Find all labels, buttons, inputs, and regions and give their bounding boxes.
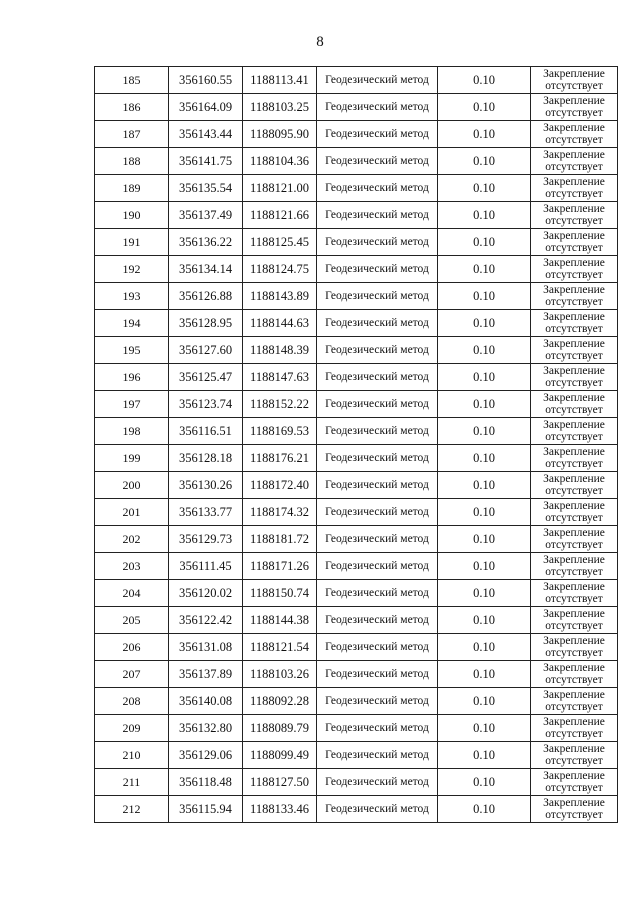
method-cell: Геодезический метод [317,256,438,283]
fixation-note-cell [531,121,618,148]
point-number-cell: 199 [95,445,169,472]
fixation-note-cell [531,472,618,499]
x-coordinate-cell: 356164.09 [169,94,243,121]
fixation-note-cell [531,229,618,256]
point-number-cell: 204 [95,580,169,607]
fixation-note-line: Закрепление [543,527,605,539]
method-cell: Геодезический метод [317,661,438,688]
fixation-note-line: Закрепление [543,68,605,80]
table-row [95,148,618,175]
fixation-note-line: отсутствует [545,350,603,362]
table-row [95,310,618,337]
x-coordinate-cell: 356129.73 [169,526,243,553]
y-coordinate-cell: 1188127.50 [243,769,317,796]
x-coordinate-cell: 356136.22 [169,229,243,256]
fixation-note-line: Закрепление [543,473,605,485]
x-coordinate-cell: 356125.47 [169,364,243,391]
table-row [95,742,618,769]
fixation-note-cell [531,553,618,580]
method-cell: Геодезический метод [317,472,438,499]
fixation-note-line: Закрепление [543,554,605,566]
fixation-note-line: Закрепление [543,149,605,161]
y-coordinate-cell: 1188104.36 [243,148,317,175]
y-coordinate-cell: 1188174.32 [243,499,317,526]
y-coordinate-cell: 1188133.46 [243,796,317,823]
table-row [95,391,618,418]
fixation-note-line: Закрепление [543,608,605,620]
method-cell: Геодезический метод [317,148,438,175]
method-cell: Геодезический метод [317,553,438,580]
point-number-cell: 206 [95,634,169,661]
fixation-note-line: Закрепление [543,770,605,782]
fixation-note-cell [531,175,618,202]
accuracy-cell: 0.10 [438,364,531,391]
method-cell: Геодезический метод [317,688,438,715]
accuracy-cell: 0.10 [438,580,531,607]
x-coordinate-cell: 356143.44 [169,121,243,148]
y-coordinate-cell: 1188148.39 [243,337,317,364]
y-coordinate-cell: 1188121.54 [243,634,317,661]
fixation-note-line: отсутствует [545,782,603,794]
table-row [95,715,618,742]
fixation-note-cell [531,715,618,742]
y-coordinate-cell: 1188147.63 [243,364,317,391]
fixation-note-line: Закрепление [543,176,605,188]
y-coordinate-cell: 1188144.38 [243,607,317,634]
fixation-note-cell [531,310,618,337]
method-cell: Геодезический метод [317,94,438,121]
method-cell: Геодезический метод [317,769,438,796]
point-number-cell: 190 [95,202,169,229]
table-row [95,229,618,256]
x-coordinate-cell: 356131.08 [169,634,243,661]
fixation-note-line: Закрепление [543,635,605,647]
accuracy-cell: 0.10 [438,283,531,310]
table-row [95,472,618,499]
fixation-note-line: Закрепление [543,284,605,296]
fixation-note-cell [531,769,618,796]
table-row [95,661,618,688]
fixation-note-line: отсутствует [545,512,603,524]
point-number-cell: 211 [95,769,169,796]
point-number-cell: 188 [95,148,169,175]
fixation-note-line: отсутствует [545,485,603,497]
fixation-note-cell [531,202,618,229]
accuracy-cell: 0.10 [438,769,531,796]
accuracy-cell: 0.10 [438,499,531,526]
method-cell: Геодезический метод [317,202,438,229]
table-row [95,94,618,121]
accuracy-cell: 0.10 [438,391,531,418]
table-row [95,526,618,553]
fixation-note-line: отсутствует [545,107,603,119]
point-number-cell: 195 [95,337,169,364]
table-row [95,688,618,715]
fixation-note-line: Закрепление [543,203,605,215]
fixation-note-line: отсутствует [545,188,603,200]
accuracy-cell: 0.10 [438,310,531,337]
fixation-note-line: отсутствует [545,647,603,659]
fixation-note-line: отсутствует [545,161,603,173]
y-coordinate-cell: 1188181.72 [243,526,317,553]
y-coordinate-cell: 1188125.45 [243,229,317,256]
table-row [95,202,618,229]
method-cell: Геодезический метод [317,580,438,607]
x-coordinate-cell: 356126.88 [169,283,243,310]
fixation-note-line: Закрепление [543,446,605,458]
x-coordinate-cell: 356128.18 [169,445,243,472]
y-coordinate-cell: 1188099.49 [243,742,317,769]
method-cell: Геодезический метод [317,310,438,337]
fixation-note-line: Закрепление [543,122,605,134]
accuracy-cell: 0.10 [438,742,531,769]
y-coordinate-cell: 1188121.00 [243,175,317,202]
method-cell: Геодезический метод [317,391,438,418]
fixation-note-cell [531,337,618,364]
fixation-note-line: отсутствует [545,215,603,227]
table-row [95,175,618,202]
table-row [95,796,618,823]
method-cell: Геодезический метод [317,337,438,364]
accuracy-cell: 0.10 [438,661,531,688]
point-number-cell: 205 [95,607,169,634]
y-coordinate-cell: 1188169.53 [243,418,317,445]
accuracy-cell: 0.10 [438,229,531,256]
method-cell: Геодезический метод [317,526,438,553]
table-row [95,364,618,391]
fixation-note-cell [531,67,618,94]
method-cell: Геодезический метод [317,499,438,526]
accuracy-cell: 0.10 [438,472,531,499]
fixation-note-cell [531,499,618,526]
y-coordinate-cell: 1188103.26 [243,661,317,688]
fixation-note-cell [531,742,618,769]
point-number-cell: 212 [95,796,169,823]
fixation-note-cell [531,688,618,715]
fixation-note-line: Закрепление [543,257,605,269]
fixation-note-line: отсутствует [545,134,603,146]
fixation-note-cell [531,283,618,310]
method-cell: Геодезический метод [317,445,438,472]
accuracy-cell: 0.10 [438,553,531,580]
fixation-note-line: Закрепление [543,95,605,107]
fixation-note-cell [531,391,618,418]
fixation-note-line: отсутствует [545,539,603,551]
table-row [95,499,618,526]
method-cell: Геодезический метод [317,283,438,310]
x-coordinate-cell: 356120.02 [169,580,243,607]
point-number-cell: 187 [95,121,169,148]
y-coordinate-cell: 1188103.25 [243,94,317,121]
fixation-note-line: отсутствует [545,809,603,821]
fixation-note-line: Закрепление [543,797,605,809]
x-coordinate-cell: 356116.51 [169,418,243,445]
y-coordinate-cell: 1188095.90 [243,121,317,148]
fixation-note-line: отсутствует [545,404,603,416]
table-row [95,67,618,94]
x-coordinate-cell: 356132.80 [169,715,243,742]
point-number-cell: 202 [95,526,169,553]
x-coordinate-cell: 356127.60 [169,337,243,364]
point-number-cell: 197 [95,391,169,418]
method-cell: Геодезический метод [317,607,438,634]
method-cell: Геодезический метод [317,418,438,445]
point-number-cell: 209 [95,715,169,742]
fixation-note-line: отсутствует [545,593,603,605]
fixation-note-line: Закрепление [543,392,605,404]
table-row [95,418,618,445]
point-number-cell: 193 [95,283,169,310]
fixation-note-line: отсутствует [545,323,603,335]
x-coordinate-cell: 356115.94 [169,796,243,823]
fixation-note-line: Закрепление [543,689,605,701]
point-number-cell: 189 [95,175,169,202]
point-number-cell: 207 [95,661,169,688]
fixation-note-line: отсутствует [545,728,603,740]
accuracy-cell: 0.10 [438,526,531,553]
accuracy-cell: 0.10 [438,418,531,445]
table-body [95,67,618,823]
fixation-note-line: Закрепление [543,716,605,728]
x-coordinate-cell: 356135.54 [169,175,243,202]
method-cell: Геодезический метод [317,742,438,769]
accuracy-cell: 0.10 [438,202,531,229]
fixation-note-cell [531,418,618,445]
y-coordinate-cell: 1188143.89 [243,283,317,310]
x-coordinate-cell: 356140.08 [169,688,243,715]
point-number-cell: 203 [95,553,169,580]
y-coordinate-cell: 1188121.66 [243,202,317,229]
fixation-note-cell [531,364,618,391]
table-row [95,337,618,364]
accuracy-cell: 0.10 [438,634,531,661]
accuracy-cell: 0.10 [438,715,531,742]
accuracy-cell: 0.10 [438,796,531,823]
y-coordinate-cell: 1188144.63 [243,310,317,337]
fixation-note-line: Закрепление [543,365,605,377]
table-row [95,634,618,661]
x-coordinate-cell: 356128.95 [169,310,243,337]
fixation-note-line: отсутствует [545,377,603,389]
y-coordinate-cell: 1188172.40 [243,472,317,499]
y-coordinate-cell: 1188152.22 [243,391,317,418]
fixation-note-line: Закрепление [543,500,605,512]
method-cell: Геодезический метод [317,175,438,202]
x-coordinate-cell: 356137.89 [169,661,243,688]
fixation-note-line: Закрепление [543,581,605,593]
fixation-note-line: Закрепление [543,311,605,323]
point-number-cell: 198 [95,418,169,445]
x-coordinate-cell: 356118.48 [169,769,243,796]
y-coordinate-cell: 1188176.21 [243,445,317,472]
fixation-note-cell [531,526,618,553]
coordinates-table [94,66,618,823]
fixation-note-line: Закрепление [543,230,605,242]
fixation-note-line: отсутствует [545,620,603,632]
table-row [95,256,618,283]
point-number-cell: 208 [95,688,169,715]
table-row [95,121,618,148]
x-coordinate-cell: 356123.74 [169,391,243,418]
table-row [95,445,618,472]
y-coordinate-cell: 1188089.79 [243,715,317,742]
fixation-note-line: Закрепление [543,338,605,350]
fixation-note-line: отсутствует [545,431,603,443]
accuracy-cell: 0.10 [438,445,531,472]
x-coordinate-cell: 356129.06 [169,742,243,769]
x-coordinate-cell: 356160.55 [169,67,243,94]
fixation-note-cell [531,796,618,823]
table-row [95,607,618,634]
x-coordinate-cell: 356137.49 [169,202,243,229]
table-row [95,580,618,607]
accuracy-cell: 0.10 [438,148,531,175]
method-cell: Геодезический метод [317,715,438,742]
method-cell: Геодезический метод [317,634,438,661]
fixation-note-cell [531,148,618,175]
fixation-note-cell [531,607,618,634]
point-number-cell: 186 [95,94,169,121]
fixation-note-line: отсутствует [545,701,603,713]
fixation-note-line: Закрепление [543,419,605,431]
point-number-cell: 210 [95,742,169,769]
y-coordinate-cell: 1188124.75 [243,256,317,283]
method-cell: Геодезический метод [317,229,438,256]
y-coordinate-cell: 1188171.26 [243,553,317,580]
accuracy-cell: 0.10 [438,121,531,148]
fixation-note-cell [531,634,618,661]
fixation-note-line: отсутствует [545,242,603,254]
accuracy-cell: 0.10 [438,175,531,202]
fixation-note-cell [531,661,618,688]
table-row [95,769,618,796]
point-number-cell: 185 [95,67,169,94]
method-cell: Геодезический метод [317,67,438,94]
accuracy-cell: 0.10 [438,688,531,715]
table-row [95,283,618,310]
accuracy-cell: 0.10 [438,94,531,121]
fixation-note-cell [531,445,618,472]
y-coordinate-cell: 1188150.74 [243,580,317,607]
fixation-note-line: Закрепление [543,662,605,674]
y-coordinate-cell: 1188092.28 [243,688,317,715]
accuracy-cell: 0.10 [438,256,531,283]
method-cell: Геодезический метод [317,796,438,823]
point-number-cell: 192 [95,256,169,283]
fixation-note-cell [531,580,618,607]
accuracy-cell: 0.10 [438,337,531,364]
point-number-cell: 200 [95,472,169,499]
fixation-note-cell [531,256,618,283]
fixation-note-line: отсутствует [545,674,603,686]
x-coordinate-cell: 356122.42 [169,607,243,634]
fixation-note-line: Закрепление [543,743,605,755]
x-coordinate-cell: 356133.77 [169,499,243,526]
y-coordinate-cell: 1188113.41 [243,67,317,94]
fixation-note-line: отсутствует [545,755,603,767]
fixation-note-line: отсутствует [545,296,603,308]
fixation-note-line: отсутствует [545,80,603,92]
point-number-cell: 196 [95,364,169,391]
x-coordinate-cell: 356130.26 [169,472,243,499]
fixation-note-line: отсутствует [545,566,603,578]
table-row [95,553,618,580]
accuracy-cell: 0.10 [438,67,531,94]
method-cell: Геодезический метод [317,364,438,391]
point-number-cell: 194 [95,310,169,337]
accuracy-cell: 0.10 [438,607,531,634]
fixation-note-line: отсутствует [545,269,603,281]
x-coordinate-cell: 356134.14 [169,256,243,283]
page-number: 8 [316,34,324,50]
point-number-cell: 191 [95,229,169,256]
point-number-cell: 201 [95,499,169,526]
x-coordinate-cell: 356141.75 [169,148,243,175]
fixation-note-cell [531,94,618,121]
x-coordinate-cell: 356111.45 [169,553,243,580]
method-cell: Геодезический метод [317,121,438,148]
fixation-note-line: отсутствует [545,458,603,470]
